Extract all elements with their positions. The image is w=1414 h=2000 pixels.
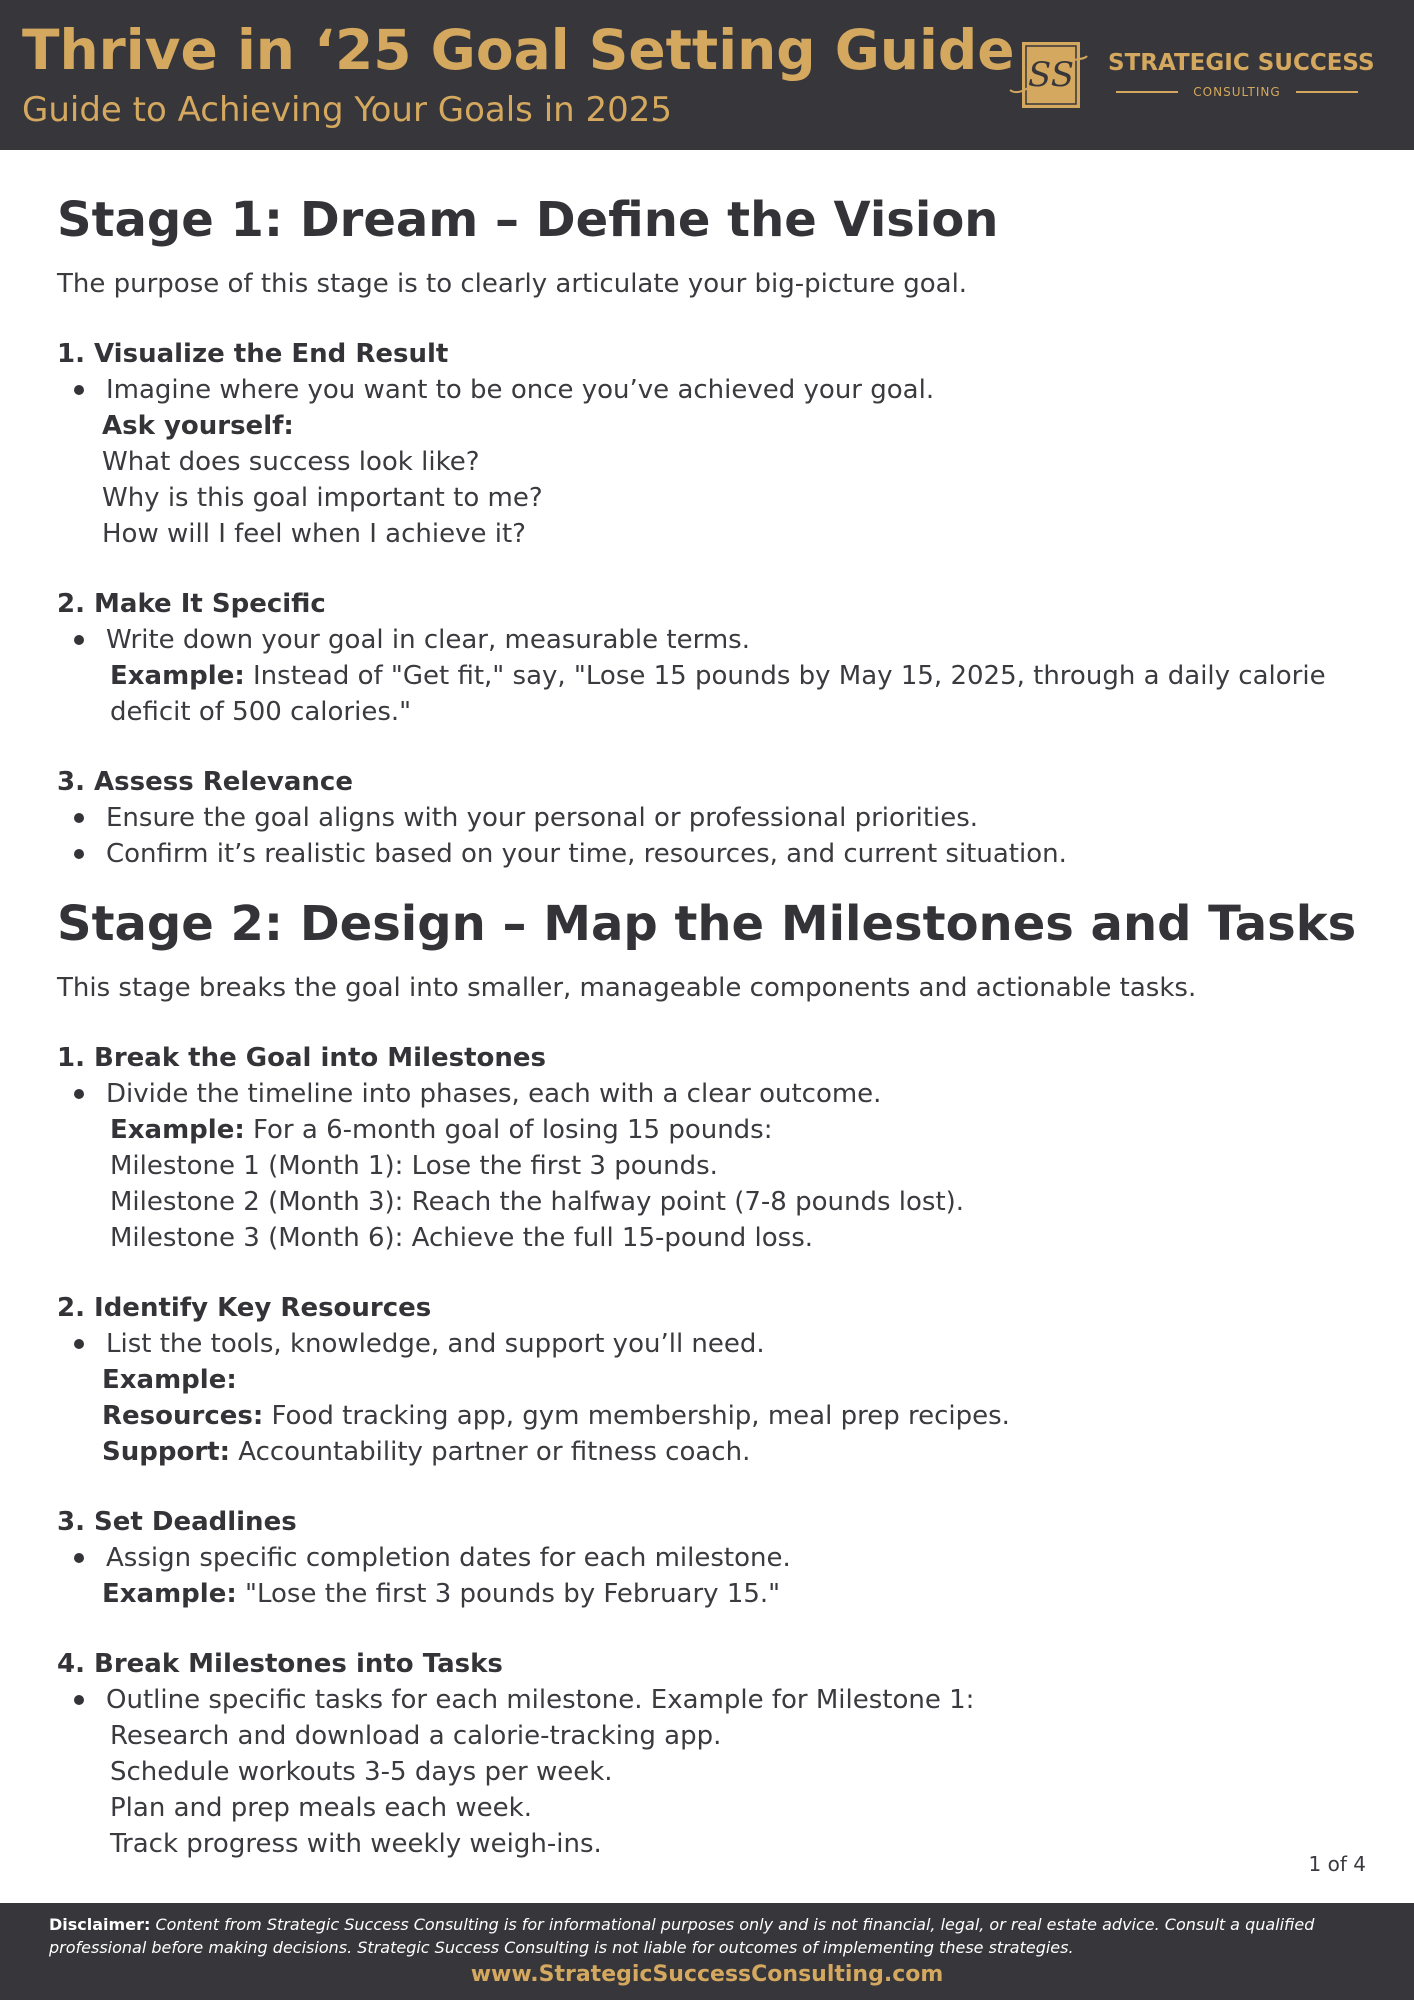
disclaimer: Disclaimer: Content from Strategic Success Consulting is for informational purposes only and is not financial, legal, or real estate advice. Consult a qualified professional before making decisions. Strategic Success Consulting is not liable for outcomes of implementing these strategies. bbox=[49, 1915, 1315, 1957]
resources-text: Resources: Food tracking app, gym membership, meal prep recipes. bbox=[102, 1401, 1010, 1431]
milestone-item: Milestone 1 (Month 1): Lose the first 3 pounds. bbox=[110, 1151, 718, 1181]
page-subtitle: Guide to Achieving Your Goals in 2025 bbox=[22, 90, 673, 130]
website-link[interactable]: www.StrategicSuccessConsulting.com bbox=[470, 1962, 944, 1987]
question-item: Why is this goal important to me? bbox=[102, 483, 543, 513]
stage1-section3-title: 3. Assess Relevance bbox=[57, 767, 353, 797]
list-item: Ensure the goal aligns with your personal or professional priorities. bbox=[57, 800, 1357, 836]
question-item: How will I feel when I achieve it? bbox=[102, 519, 526, 549]
stage2-section4-title: 4. Break Milestones into Tasks bbox=[57, 1649, 503, 1679]
list-item: Outline specific tasks for each milestone. Example for Milestone 1: bbox=[57, 1682, 1357, 1718]
stage2-section3-title: 3. Set Deadlines bbox=[57, 1507, 297, 1537]
list-item: Imagine where you want to be once you’ve achieved your goal. bbox=[57, 372, 1357, 408]
list-item: Divide the timeline into phases, each with a clear outcome. bbox=[57, 1076, 1357, 1112]
stage1-section1-title: 1. Visualize the End Result bbox=[57, 339, 449, 369]
milestone-item: Milestone 3 (Month 6): Achieve the full 15-pound loss. bbox=[110, 1223, 814, 1253]
list-item: Write down your goal in clear, measurable terms. bbox=[57, 622, 1357, 658]
example-text: Example: For a 6-month goal of losing 15 pounds: bbox=[110, 1115, 773, 1145]
bullet-dot-icon bbox=[74, 1089, 84, 1099]
example-text: Example: Instead of "Get fit," say, "Lose 15 pounds by May 15, 2025, through a daily calorie bbox=[110, 661, 1326, 691]
bullet-dot-icon bbox=[74, 1553, 84, 1563]
example-text-cont: deficit of 500 calories." bbox=[110, 697, 412, 727]
bullet-dot-icon bbox=[74, 1695, 84, 1705]
logo-sub bbox=[1108, 83, 1366, 101]
bullet-dot-icon bbox=[74, 1339, 84, 1349]
bullet-dot-icon bbox=[74, 849, 84, 859]
stage2-section2-title: 2. Identify Key Resources bbox=[57, 1293, 432, 1323]
logo-sub-text: CONSULTING bbox=[1193, 85, 1281, 99]
example-label: Example: bbox=[102, 1365, 237, 1395]
task-item: Research and download a calorie-tracking app. bbox=[110, 1721, 722, 1751]
stage1-section2-title: 2. Make It Specific bbox=[57, 589, 326, 619]
page-content bbox=[57, 180, 1357, 1862]
stage2-intro: This stage breaks the goal into smaller, manageable components and actionable tasks. bbox=[57, 973, 1197, 1003]
page-title: Thrive in ‘25 Goal Setting Guide bbox=[22, 18, 1015, 82]
bullet-dot-icon bbox=[74, 813, 84, 823]
list-item: Confirm it’s realistic based on your time, resources, and current situation. bbox=[57, 836, 1357, 872]
list-item: Assign specific completion dates for each milestone. bbox=[57, 1540, 1357, 1576]
milestone-item: Milestone 2 (Month 3): Reach the halfway point (7-8 pounds lost). bbox=[110, 1187, 965, 1217]
stage2-heading: Stage 2: Design – Map the Milestones and Tasks bbox=[57, 896, 1357, 952]
support-text: Support: Accountability partner or fitness coach. bbox=[102, 1437, 751, 1467]
example-text: Example: "Lose the first 3 pounds by February 15." bbox=[102, 1579, 781, 1609]
question-item: What does success look like? bbox=[102, 447, 480, 477]
page-number: 1 of 4 bbox=[1308, 1852, 1366, 1876]
task-item: Plan and prep meals each week. bbox=[110, 1793, 532, 1823]
bullet-dot-icon bbox=[74, 385, 84, 395]
logo-monogram: SS bbox=[1028, 55, 1074, 95]
stage1-heading: Stage 1: Dream – Define the Vision bbox=[57, 192, 999, 248]
bullet-dot-icon bbox=[74, 635, 84, 645]
logo-name: STRATEGIC SUCCESS bbox=[1108, 50, 1375, 76]
stage1-intro: The purpose of this stage is to clearly articulate your big-picture goal. bbox=[57, 269, 968, 299]
page-footer bbox=[0, 1903, 1414, 2000]
list-item: List the tools, knowledge, and support you’ll need. bbox=[57, 1326, 1357, 1362]
task-item: Schedule workouts 3-5 days per week. bbox=[110, 1757, 613, 1787]
task-item: Track progress with weekly weigh-ins. bbox=[110, 1829, 602, 1859]
page-header bbox=[0, 0, 1414, 150]
stage2-section1-title: 1. Break the Goal into Milestones bbox=[57, 1043, 546, 1073]
ss-monogram-icon bbox=[1008, 38, 1088, 112]
ask-yourself-label: Ask yourself: bbox=[102, 411, 294, 441]
